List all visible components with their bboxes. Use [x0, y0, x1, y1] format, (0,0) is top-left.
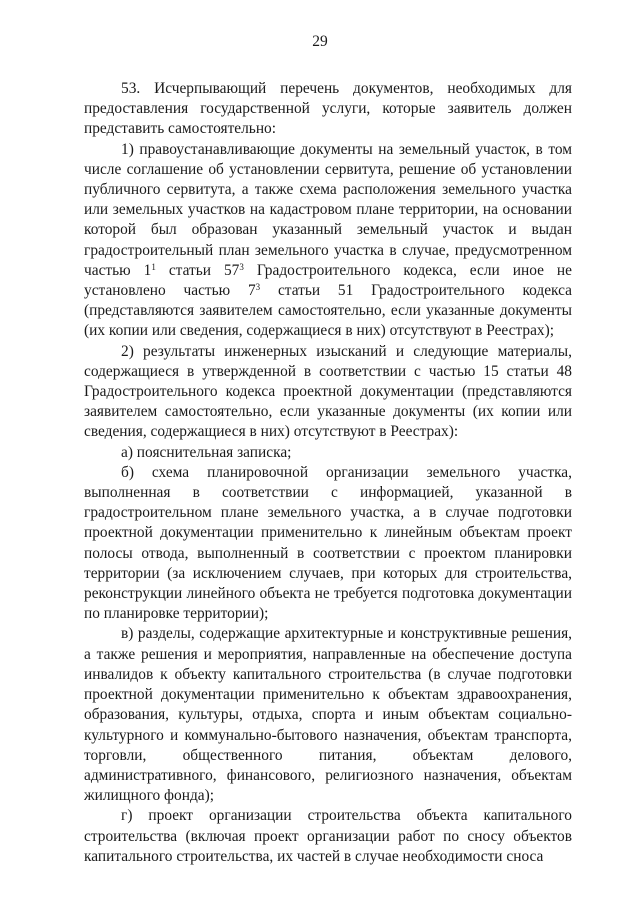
page-number: 29	[312, 33, 328, 50]
paragraph-53: 53. Исчерпывающий перечень документов, необходимых для предоставления государственной услуги, которые заявитель должен представить самостоятельно:	[84, 80, 572, 138]
superscript: 3	[255, 282, 261, 293]
paragraph-item-1-text: статьи 51 Градостроительного кодекса (представляются заявителем самостоятельно, если указанные документы (их копии или сведения, содержащиеся в них) отсутствуют в Реестрах);	[84, 282, 572, 340]
superscript: 1	[151, 261, 156, 272]
paragraph-item-1	[84, 140, 572, 342]
paragraph-item-v: в) разделы, содержащие архитектурные и конструктивные решения, а также решения и мероприятия, направленные на обеспечение доступа инвалидов к объекту капитального строительства (в случае подготовки проектной документации применительно к объектам здравоохранения, образования, культуры, отдыха, спорта и иным объектам социально-культурного и коммунально-бытового назначения, объектам транспорта, торговли, общественного питания, объектам делового, административного, финансового, религиозного назначения, объектам жилищного фонда);	[84, 625, 572, 805]
document-body	[84, 79, 572, 867]
paragraph-item-1-text: 1) правоустанавливающие документы на земельный участок, в том числе соглашение об установлении сервитута, решение об установлении публичного сервитута, а также схема расположения земельного участка или земельных участков на кадастровом плане территории, на основании которой был образован указанный земельный участок и выдан градостроительный план земельного участка в случае, предусмотренном частью 1	[84, 140, 572, 279]
paragraph-item-2: 2) результаты инженерных изысканий и следующие материалы, содержащиеся в утвержденной в соответствии с частью 15 статьи 48 Градостроительного кодекса проектной документации (представляются заявителем самостоятельно, если указанные документы (их копии или сведения, содержащиеся в них) отсутствуют в Реестрах):	[84, 342, 572, 441]
superscript: 3	[239, 261, 244, 272]
paragraph-item-1-text: Градостроительного кодекса, если иное не установлено частью 7	[84, 261, 572, 300]
paragraph-item-g: г) проект организации строительства объекта капитального строительства (включая проект организации работ по сносу объектов капитального строительства, их частей в случае необходимости сноса	[84, 807, 572, 865]
paragraph-item-1-text: статьи 57	[155, 261, 240, 279]
paragraph-item-a: а) пояснительная записка;	[121, 443, 292, 461]
paragraph-item-b: б) схема планировочной организации земельного участка, выполненная в соответствии с информацией, указанной в градостроительном плане земельного участка, а в случае подготовки проектной документации применительно к линейным объектам проект полосы отвода, выполненный в соответствии с проектом планировки территории (за исключением случаев, при которых для строительства, реконструкции линейного объекта не требуется подготовка документации по планировке территории);	[84, 463, 572, 623]
